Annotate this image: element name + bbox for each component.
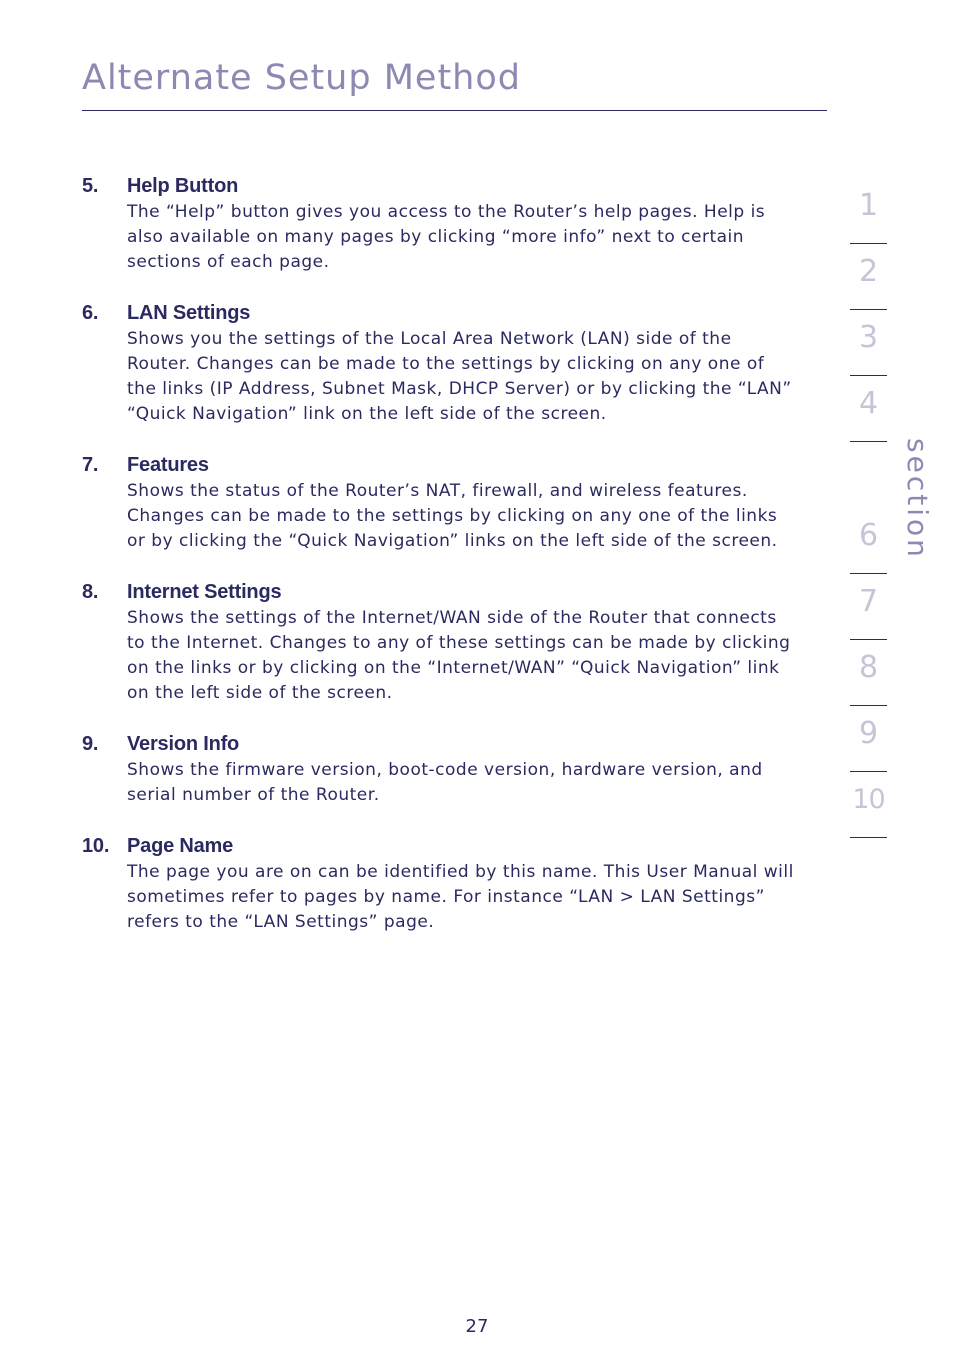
- item-heading: Internet Settings: [127, 581, 282, 603]
- section-tab-4[interactable]: 4: [850, 376, 887, 442]
- item-heading: Version Info: [127, 733, 240, 755]
- list-item-help-button: [82, 172, 817, 275]
- list-item-version-info: [82, 730, 817, 808]
- list-item-page-name: [82, 832, 817, 935]
- item-heading: LAN Settings: [127, 302, 251, 324]
- item-number: 10.: [82, 835, 110, 857]
- page-number: 27: [465, 1316, 489, 1337]
- item-number: 6.: [82, 302, 99, 324]
- section-tab-6[interactable]: 6: [850, 508, 887, 574]
- item-description: Shows the firmware version, boot-code version, hardware version, and serial number of the Router.: [127, 760, 763, 805]
- item-heading: Page Name: [127, 835, 234, 857]
- section-tab-3[interactable]: 3: [850, 310, 887, 376]
- section-tab-9[interactable]: 9: [850, 706, 887, 772]
- list-item-features: [82, 451, 817, 554]
- item-number: 7.: [82, 454, 99, 476]
- page-title: Alternate Setup Method: [82, 58, 521, 98]
- list-item-lan-settings: [82, 299, 817, 427]
- section-tab-1[interactable]: 1: [850, 178, 887, 244]
- section-tab-5-active[interactable]: 5: [850, 442, 887, 508]
- item-description: The “Help” button gives you access to the Router’s help pages. Help is also available on many pages by clicking “more info” next to certain sections of each page.: [127, 202, 766, 272]
- item-description: Shows the settings of the Internet/WAN side of the Router that connects to the Internet. Changes to any of these settings can be made by clicking on the links or by clicking on the “Internet/WAN” “Quick Navigation” link on the left side of the screen.: [127, 608, 791, 703]
- section-tab-8[interactable]: 8: [850, 640, 887, 706]
- item-description: The page you are on can be identified by this name. This User Manual will sometimes refer to pages by name. For instance “LAN > LAN Settings” refers to the “LAN Settings” page.: [127, 862, 794, 932]
- section-label: section: [901, 438, 934, 560]
- item-number: 5.: [82, 175, 99, 197]
- item-heading: Help Button: [127, 175, 239, 197]
- section-tab-2[interactable]: 2: [850, 244, 887, 310]
- list-item-internet-settings: [82, 578, 817, 706]
- item-heading: Features: [127, 454, 209, 476]
- title-divider: [82, 110, 827, 111]
- section-tab-10[interactable]: 10: [850, 772, 887, 838]
- section-tabs: [850, 178, 887, 838]
- item-number: 8.: [82, 581, 99, 603]
- section-tab-7[interactable]: 7: [850, 574, 887, 640]
- item-number: 9.: [82, 733, 99, 755]
- item-description: Shows the status of the Router’s NAT, firewall, and wireless features. Changes can be made to the settings by clicking on any one of the links or by clicking the “Quick Navigation” links on the left side of the screen.: [127, 481, 778, 551]
- item-list: [82, 172, 817, 959]
- item-description: Shows you the settings of the Local Area Network (LAN) side of the Router. Changes can be made to the settings by clicking on any one of the links (IP Address, Subnet Mask, DHCP Server) or by clicking the “LAN” “Quick Navigation” link on the left side of the screen.: [127, 329, 792, 424]
